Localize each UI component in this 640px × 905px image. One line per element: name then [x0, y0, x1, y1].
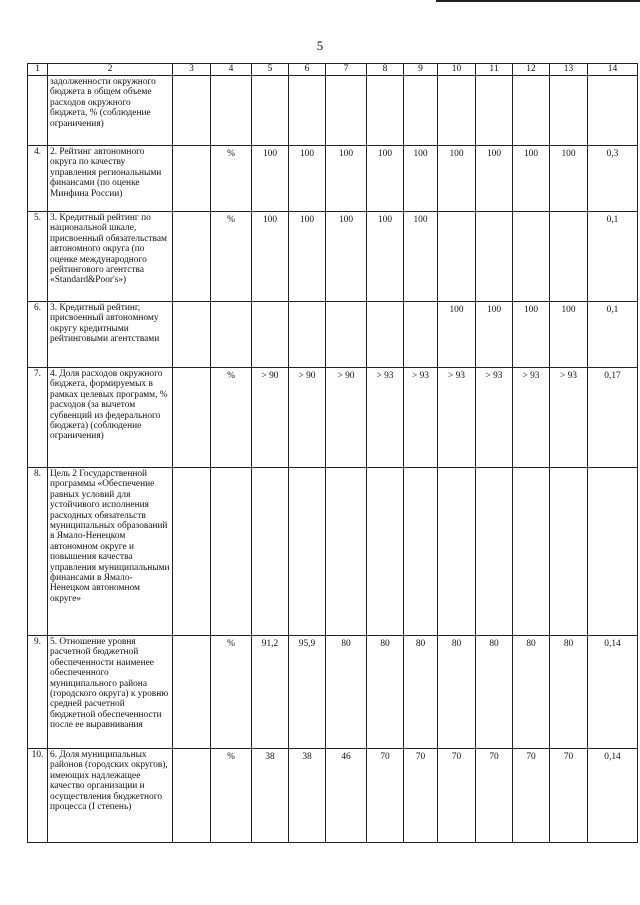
value-cell-c12: 100 — [513, 146, 550, 212]
value-cell-c4: % — [211, 212, 252, 302]
value-cell-c4: % — [211, 636, 252, 749]
value-cell-c14: 0,17 — [588, 368, 638, 468]
indicator-name-cell: 3. Кредитный рейтинг, присвоенный автономному округу кредитными рейтинговыми агентствами — [48, 302, 173, 368]
column-header: 10 — [438, 64, 476, 76]
value-cell-c4: % — [211, 146, 252, 212]
indicator-name-cell: задолженности окружного бюджета в общем объеме расходов окружного бюджета, % (соблюдение ограничения) — [48, 76, 173, 146]
value-cell-c10: > 93 — [438, 368, 476, 468]
value-cell-c4: % — [211, 368, 252, 468]
column-header: 7 — [326, 64, 367, 76]
value-cell-c6 — [289, 76, 326, 146]
column-header: 8 — [367, 64, 404, 76]
row-number-cell: 9. — [28, 636, 48, 749]
value-cell-c7 — [326, 468, 367, 636]
value-cell-c10 — [438, 468, 476, 636]
value-cell-c8: 70 — [367, 749, 404, 843]
value-cell-c3 — [173, 212, 211, 302]
value-cell-c10 — [438, 76, 476, 146]
value-cell-c7 — [326, 76, 367, 146]
value-cell-c12 — [513, 76, 550, 146]
value-cell-c7: 100 — [326, 212, 367, 302]
table-row — [28, 146, 638, 212]
indicator-name-cell: 5. Отношение уровня расчетной бюджетной обеспеченности наименее обеспеченного муниципального района (городского округа) к уровню средней расчетной бюджетной обеспеченности после ее выравнивания — [48, 636, 173, 749]
value-cell-c11: > 93 — [476, 368, 513, 468]
value-cell-c13: 70 — [550, 749, 588, 843]
value-cell-c13: 100 — [550, 146, 588, 212]
value-cell-c11: 70 — [476, 749, 513, 843]
value-cell-c11: 100 — [476, 146, 513, 212]
column-header: 9 — [404, 64, 438, 76]
value-cell-c6: 100 — [289, 146, 326, 212]
value-cell-c5: 91,2 — [252, 636, 289, 749]
value-cell-c5: 38 — [252, 749, 289, 843]
value-cell-c14: 0,1 — [588, 212, 638, 302]
value-cell-c13: 80 — [550, 636, 588, 749]
column-header: 1 — [28, 64, 48, 76]
value-cell-c7: 100 — [326, 146, 367, 212]
table-row — [28, 212, 638, 302]
table-row — [28, 468, 638, 636]
value-cell-c12: > 93 — [513, 368, 550, 468]
value-cell-c3 — [173, 146, 211, 212]
column-header: 6 — [289, 64, 326, 76]
column-header: 5 — [252, 64, 289, 76]
value-cell-c12: 80 — [513, 636, 550, 749]
value-cell-c10 — [438, 212, 476, 302]
table-row — [28, 76, 638, 146]
value-cell-c7: 46 — [326, 749, 367, 843]
value-cell-c9 — [404, 468, 438, 636]
value-cell-c8 — [367, 76, 404, 146]
value-cell-c6 — [289, 302, 326, 368]
value-cell-c7: > 90 — [326, 368, 367, 468]
indicator-name-cell: 2. Рейтинг автономного округа по качеству управления региональными финансами (по оценке Минфина России) — [48, 146, 173, 212]
value-cell-c12: 70 — [513, 749, 550, 843]
row-number-cell: 8. — [28, 468, 48, 636]
value-cell-c8 — [367, 468, 404, 636]
column-header: 13 — [550, 64, 588, 76]
value-cell-c13: > 93 — [550, 368, 588, 468]
value-cell-c3 — [173, 76, 211, 146]
value-cell-c8: 100 — [367, 212, 404, 302]
value-cell-c5 — [252, 76, 289, 146]
value-cell-c9: 100 — [404, 212, 438, 302]
value-cell-c9: 70 — [404, 749, 438, 843]
table-row — [28, 636, 638, 749]
value-cell-c6 — [289, 468, 326, 636]
value-cell-c11 — [476, 76, 513, 146]
value-cell-c14: 0,1 — [588, 302, 638, 368]
value-cell-c10: 70 — [438, 749, 476, 843]
value-cell-c3 — [173, 749, 211, 843]
value-cell-c4 — [211, 302, 252, 368]
table-row — [28, 749, 638, 843]
value-cell-c12 — [513, 468, 550, 636]
row-number-cell: 4. — [28, 146, 48, 212]
value-cell-c5 — [252, 302, 289, 368]
value-cell-c6: 100 — [289, 212, 326, 302]
value-cell-c5: > 90 — [252, 368, 289, 468]
column-header: 2 — [48, 64, 173, 76]
value-cell-c3 — [173, 368, 211, 468]
value-cell-c11 — [476, 212, 513, 302]
value-cell-c4 — [211, 468, 252, 636]
column-header: 11 — [476, 64, 513, 76]
value-cell-c8: > 93 — [367, 368, 404, 468]
indicator-name-cell: 3. Кредитный рейтинг по национальной шкале, присвоенный обязательствам автономного округа (по оценке международного рейтингового агентства «Standard&Poor's») — [48, 212, 173, 302]
value-cell-c9: 100 — [404, 146, 438, 212]
value-cell-c9 — [404, 302, 438, 368]
value-cell-c8 — [367, 302, 404, 368]
value-cell-c10: 80 — [438, 636, 476, 749]
value-cell-c4: % — [211, 749, 252, 843]
value-cell-c13 — [550, 468, 588, 636]
table-row — [28, 302, 638, 368]
value-cell-c12: 100 — [513, 302, 550, 368]
table-row — [28, 368, 638, 468]
value-cell-c14 — [588, 468, 638, 636]
value-cell-c6: 95,9 — [289, 636, 326, 749]
value-cell-c10: 100 — [438, 146, 476, 212]
value-cell-c14: 0,14 — [588, 749, 638, 843]
value-cell-c4 — [211, 76, 252, 146]
row-number-cell: 10. — [28, 749, 48, 843]
value-cell-c10: 100 — [438, 302, 476, 368]
column-header: 12 — [513, 64, 550, 76]
value-cell-c11 — [476, 468, 513, 636]
value-cell-c11: 100 — [476, 302, 513, 368]
indicators-table — [27, 63, 638, 843]
value-cell-c12 — [513, 212, 550, 302]
value-cell-c13: 100 — [550, 302, 588, 368]
column-header: 4 — [211, 64, 252, 76]
indicator-name-cell: 6. Доля муниципальных районов (городских округов), имеющих надлежащее качество организации и осуществления бюджетного процесса (I степень) — [48, 749, 173, 843]
value-cell-c5: 100 — [252, 212, 289, 302]
indicator-name-cell: 4. Доля расходов окружного бюджета, формируемых в рамках целевых программ, % расходов (за вычетом субвенций из федерального бюджета) (соблюдение ограничения) — [48, 368, 173, 468]
value-cell-c6: 38 — [289, 749, 326, 843]
row-number-cell: 7. — [28, 368, 48, 468]
value-cell-c3 — [173, 302, 211, 368]
value-cell-c7: 80 — [326, 636, 367, 749]
indicator-name-cell: Цель 2 Государственной программы «Обеспечение равных условий для устойчивого исполнения расходных обязательств муниципальных образований в Ямало-Ненецком автономном округе и повышения качества управления муниципальными финансами в Ямало-Ненецком автономном округе» — [48, 468, 173, 636]
value-cell-c3 — [173, 468, 211, 636]
value-cell-c6: > 90 — [289, 368, 326, 468]
value-cell-c7 — [326, 302, 367, 368]
value-cell-c14: 0,14 — [588, 636, 638, 749]
value-cell-c11: 80 — [476, 636, 513, 749]
column-header: 3 — [173, 64, 211, 76]
column-header: 14 — [588, 64, 638, 76]
value-cell-c14: 0,3 — [588, 146, 638, 212]
value-cell-c8: 100 — [367, 146, 404, 212]
value-cell-c14 — [588, 76, 638, 146]
value-cell-c5 — [252, 468, 289, 636]
page-number: 5 — [316, 38, 324, 53]
top-edge-line — [436, 0, 640, 2]
value-cell-c13 — [550, 212, 588, 302]
row-number-cell: 5. — [28, 212, 48, 302]
row-number-cell: 6. — [28, 302, 48, 368]
value-cell-c3 — [173, 636, 211, 749]
header-row — [28, 64, 638, 76]
value-cell-c5: 100 — [252, 146, 289, 212]
row-number-cell — [28, 76, 48, 146]
value-cell-c9: 80 — [404, 636, 438, 749]
value-cell-c13 — [550, 76, 588, 146]
value-cell-c9 — [404, 76, 438, 146]
value-cell-c8: 80 — [367, 636, 404, 749]
value-cell-c9: > 93 — [404, 368, 438, 468]
